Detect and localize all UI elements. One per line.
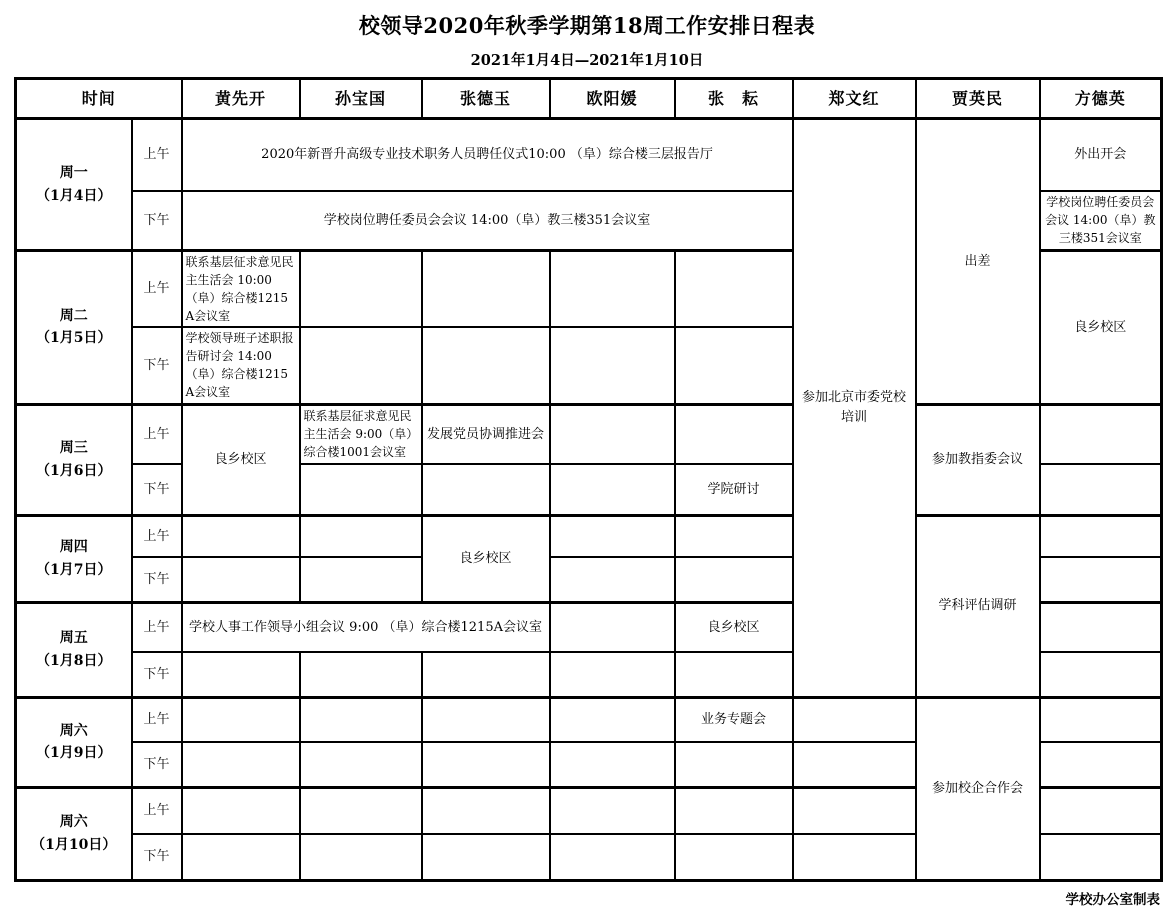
col-header-fangdeying: 方德英 <box>1040 79 1162 119</box>
slot-label-am: 上午 <box>132 697 182 742</box>
row-mon-am <box>16 119 1162 191</box>
day-name: 周五 <box>59 630 88 647</box>
slot-label-pm: 下午 <box>132 464 182 515</box>
slot-label-pm: 下午 <box>132 557 182 602</box>
slot-label-pm: 下午 <box>132 191 182 251</box>
slot-label-am: 上午 <box>132 119 182 191</box>
cell-mon-pm-all-leaders: 学校岗位聘任委员会会议 14:00（阜）教三楼351会议室 <box>182 191 793 251</box>
cell-jiayingmin-discipline-assessment: 学科评估调研 <box>916 515 1040 697</box>
day-name: 周六 <box>59 814 88 831</box>
cell-fri-am-zhangyun: 良乡校区 <box>675 602 793 652</box>
empty-cell <box>182 557 300 602</box>
empty-cell <box>182 652 300 697</box>
day-name: 周六 <box>59 722 88 739</box>
empty-cell <box>182 697 300 742</box>
day-label-wed <box>16 404 132 515</box>
empty-cell <box>550 515 675 557</box>
col-header-sunbaoguo: 孙宝国 <box>300 79 422 119</box>
slot-label-am: 上午 <box>132 515 182 557</box>
footer-note: 学校办公室制表 <box>1065 891 1160 908</box>
empty-cell <box>793 834 916 880</box>
empty-cell <box>300 834 422 880</box>
header-row <box>16 79 1162 119</box>
empty-cell <box>550 251 675 328</box>
empty-cell <box>550 602 675 652</box>
empty-cell <box>675 327 793 404</box>
empty-cell <box>550 464 675 515</box>
cell-tue-am-huangxiankai: 联系基层征求意见民主生活会 10:00（阜）综合楼1215A会议室 <box>182 251 300 328</box>
empty-cell <box>1040 515 1162 557</box>
day-date: （1月9日） <box>36 745 112 761</box>
empty-cell <box>793 697 916 742</box>
empty-cell <box>550 557 675 602</box>
empty-cell <box>1040 834 1162 880</box>
empty-cell <box>793 787 916 834</box>
col-header-zhangyun: 张 耘 <box>675 79 793 119</box>
row-sat-am <box>16 697 1162 742</box>
cell-mon-am-all-leaders: 2020年新晋升高级专业技术职务人员聘任仪式10:00 （阜）综合楼三层报告厅 <box>182 119 793 191</box>
empty-cell <box>300 327 422 404</box>
empty-cell <box>1040 787 1162 834</box>
empty-cell <box>300 652 422 697</box>
day-label-mon <box>16 119 132 251</box>
empty-cell <box>1040 557 1162 602</box>
empty-cell <box>550 652 675 697</box>
empty-cell <box>675 787 793 834</box>
empty-cell <box>182 515 300 557</box>
cell-jiayingmin-school-enterprise-meeting: 参加校企合作会 <box>916 697 1040 880</box>
cell-jiayingmin-teaching-committee: 参加教指委会议 <box>916 404 1040 515</box>
empty-cell <box>300 697 422 742</box>
day-date: （1月8日） <box>36 652 112 669</box>
page-title: 校领导2020年秋季学期第18周工作安排日程表 <box>358 13 816 38</box>
empty-cell <box>422 834 550 880</box>
empty-cell <box>300 742 422 787</box>
cell-sat-am-zhangyun: 业务专题会 <box>675 697 793 742</box>
empty-cell <box>550 742 675 787</box>
empty-cell <box>675 251 793 328</box>
empty-cell <box>1040 464 1162 515</box>
empty-cell <box>550 834 675 880</box>
empty-cell <box>1040 697 1162 742</box>
col-header-huangxiankai: 黄先开 <box>182 79 300 119</box>
empty-cell <box>550 697 675 742</box>
cell-fri-am-hr-leading-group: 学校人事工作领导小组会议 9:00 （阜）综合楼1215A会议室 <box>182 602 550 652</box>
cell-thu-zhangdeyu: 良乡校区 <box>422 515 550 602</box>
date-range: 2021年1月4日—2021年1月10日 <box>470 52 704 69</box>
day-label-tue <box>16 251 132 405</box>
slot-label-am: 上午 <box>132 404 182 464</box>
col-header-time: 时间 <box>16 79 182 119</box>
day-date: （1月10日） <box>31 836 117 853</box>
slot-label-pm: 下午 <box>132 652 182 697</box>
day-name: 周一 <box>59 165 88 182</box>
slot-label-pm: 下午 <box>132 327 182 404</box>
empty-cell <box>300 787 422 834</box>
col-header-ouyangyuan: 欧阳媛 <box>550 79 675 119</box>
empty-cell <box>300 557 422 602</box>
empty-cell <box>550 787 675 834</box>
empty-cell <box>1040 602 1162 652</box>
day-date: （1月5日） <box>36 330 112 347</box>
col-header-zhengwenhong: 郑文红 <box>793 79 916 119</box>
cell-mon-pm-fangdeying: 学校岗位聘任委员会会议 14:00（阜）教三楼351会议室 <box>1040 191 1162 251</box>
day-label-sun <box>16 787 132 880</box>
empty-cell <box>422 787 550 834</box>
slot-label-am: 上午 <box>132 251 182 328</box>
day-name: 周四 <box>59 539 88 556</box>
cell-wed-am-sunbaoguo: 联系基层征求意见民主生活会 9:00（阜）综合楼1001会议室 <box>300 404 422 464</box>
empty-cell <box>182 742 300 787</box>
day-date: （1月6日） <box>36 462 112 479</box>
slot-label-pm: 下午 <box>132 834 182 880</box>
cell-tue-fangdeying: 良乡校区 <box>1040 251 1162 405</box>
empty-cell <box>1040 652 1162 697</box>
slot-label-pm: 下午 <box>132 742 182 787</box>
empty-cell <box>675 404 793 464</box>
slot-label-am: 上午 <box>132 602 182 652</box>
empty-cell <box>422 742 550 787</box>
empty-cell <box>422 251 550 328</box>
day-label-fri <box>16 602 132 697</box>
empty-cell <box>422 327 550 404</box>
empty-cell <box>1040 404 1162 464</box>
empty-cell <box>300 515 422 557</box>
day-label-thu <box>16 515 132 602</box>
slot-label-am: 上午 <box>132 787 182 834</box>
cell-mon-am-fangdeying: 外出开会 <box>1040 119 1162 191</box>
empty-cell <box>675 834 793 880</box>
day-date: （1月7日） <box>36 561 112 578</box>
empty-cell <box>422 652 550 697</box>
cell-wed-pm-zhangyun: 学院研讨 <box>675 464 793 515</box>
empty-cell <box>675 652 793 697</box>
col-header-jiayingmin: 贾英民 <box>916 79 1040 119</box>
row-wed-am <box>16 404 1162 464</box>
day-label-sat <box>16 697 132 787</box>
empty-cell <box>793 742 916 787</box>
cell-zhengwenhong-party-school-training: 参加北京市委党校培训 <box>793 119 916 698</box>
day-name: 周三 <box>59 440 88 457</box>
schedule-table <box>14 77 1163 882</box>
cell-wed-huangxiankai: 良乡校区 <box>182 404 300 515</box>
empty-cell <box>422 464 550 515</box>
empty-cell <box>182 787 300 834</box>
day-name: 周二 <box>59 307 88 324</box>
row-thu-am <box>16 515 1162 557</box>
empty-cell <box>182 834 300 880</box>
cell-jiayingmin-business-trip: 出差 <box>916 119 1040 405</box>
cell-tue-pm-huangxiankai: 学校领导班子述职报告研讨会 14:00（阜）综合楼1215A会议室 <box>182 327 300 404</box>
col-header-zhangdeyu: 张德玉 <box>422 79 550 119</box>
empty-cell <box>422 697 550 742</box>
cell-wed-am-zhangdeyu: 发展党员协调推进会 <box>422 404 550 464</box>
day-date: （1月4日） <box>36 187 112 204</box>
empty-cell <box>675 515 793 557</box>
empty-cell <box>675 557 793 602</box>
empty-cell <box>1040 742 1162 787</box>
empty-cell <box>550 404 675 464</box>
empty-cell <box>675 742 793 787</box>
empty-cell <box>300 464 422 515</box>
empty-cell <box>300 251 422 328</box>
empty-cell <box>550 327 675 404</box>
